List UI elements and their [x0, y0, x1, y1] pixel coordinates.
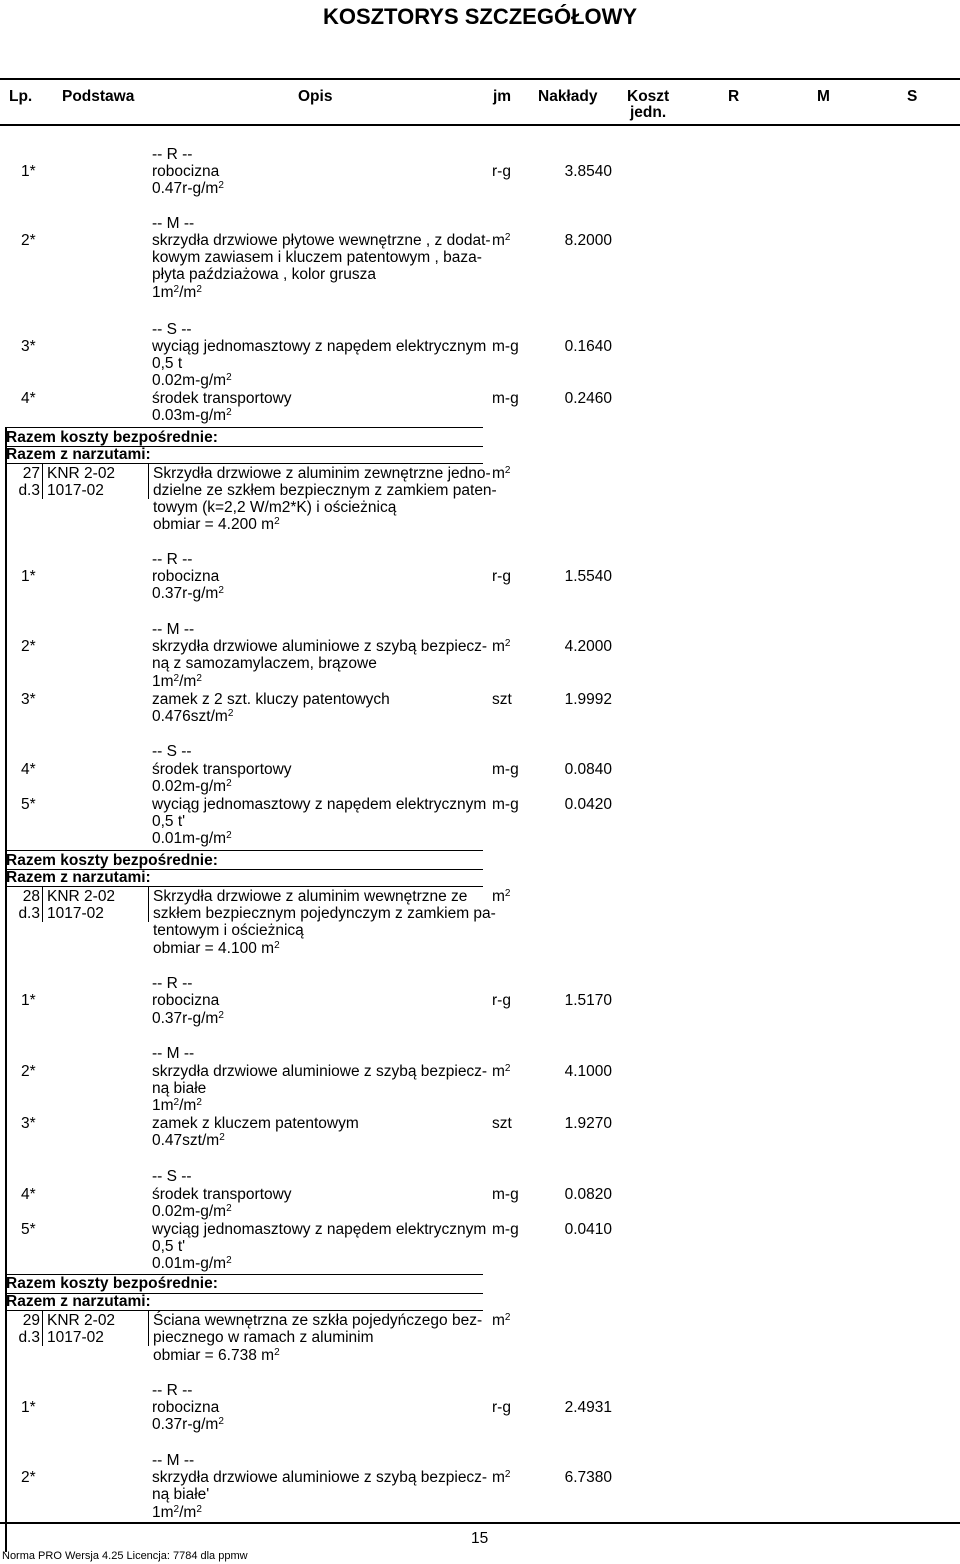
position-desc: Ściana wewnętrzna ze szkła pojedyńczego bez- — [153, 1312, 483, 1329]
total-label: Razem z narzutami: — [6, 869, 151, 886]
row-desc: środek transportowy — [152, 1186, 292, 1203]
section-r: -- R -- — [152, 146, 193, 163]
position-number: 27 — [22, 465, 40, 482]
position-chapter: d.3 — [18, 1329, 40, 1346]
separator — [5, 427, 483, 428]
row-desc: 0,5 t' — [152, 1238, 186, 1255]
section-s: -- S -- — [152, 321, 192, 338]
total-label: Razem z narzutami: — [6, 1293, 151, 1310]
position-basis: KNR 2-02 — [47, 465, 116, 482]
row-desc: kowym zawiasem i kluczem patentowym , baza- — [152, 249, 482, 266]
row-lp: 2* — [21, 638, 36, 655]
position-desc: szkłem bezpiecznym pojedynczym z zamkiem pa- — [153, 905, 496, 922]
row-lp: 3* — [21, 338, 36, 355]
row-value: 1.9270 — [564, 1115, 612, 1132]
col-header-m: M — [817, 88, 830, 105]
row-jm: $m^2$ — [492, 1469, 511, 1486]
position-chapter: d.3 — [18, 905, 40, 922]
row-norm: $0.01m-g/m^2$ — [152, 830, 232, 847]
row-norm: $0.03m-g/m^2$ — [152, 407, 232, 424]
subtotal-label: Razem koszty bezpośrednie: — [6, 1275, 218, 1292]
row-jm: $m^2$ — [492, 1063, 511, 1080]
section-r: -- R -- — [152, 1382, 193, 1399]
row-jm: r-g — [492, 992, 511, 1009]
row-jm: m-g — [492, 1221, 519, 1238]
row-lp: 1* — [21, 992, 36, 1009]
col-header-jm: jm — [493, 88, 512, 105]
row-desc: środek transportowy — [152, 761, 292, 778]
row-lp: 1* — [21, 568, 36, 585]
row-jm: m-g — [492, 338, 519, 355]
col-header-jedn: jedn. — [630, 104, 667, 121]
page-title: KOSZTORYS SZCZEGÓŁOWY — [322, 4, 638, 29]
section-m: -- M -- — [152, 621, 195, 638]
row-norm: $0.37r-g/m^2$ — [152, 1010, 224, 1027]
row-desc: wyciąg jednomasztowy z napędem elektrycznym — [152, 1221, 487, 1238]
row-value: 6.7380 — [564, 1469, 612, 1486]
row-desc: skrzydła drzwiowe aluminiowe z szybą bezpiecz- — [152, 1469, 488, 1486]
row-jm: r-g — [492, 1399, 511, 1416]
row-jm: m-g — [492, 761, 519, 778]
page-number: 15 — [471, 1530, 489, 1547]
section-r: -- R -- — [152, 975, 193, 992]
row-desc: 0,5 t' — [152, 813, 186, 830]
column-divider — [42, 886, 43, 922]
row-norm: $0.01m-g/m^2$ — [152, 1255, 232, 1272]
section-r: -- R -- — [152, 551, 193, 568]
row-norm: $0.02m-g/m^2$ — [152, 372, 232, 389]
row-desc: robocizna — [152, 568, 220, 585]
column-divider — [148, 1310, 149, 1346]
row-norm: $0.47r-g/m^2$ — [152, 180, 224, 197]
page-bottom-rule — [0, 1522, 960, 1524]
row-norm: $1m^2/m^2$ — [152, 1504, 202, 1521]
position-desc: towym (k=2,2 W/m2*K) i ościeżnicą — [153, 499, 397, 516]
row-lp: 3* — [21, 691, 36, 708]
position-basis: KNR 2-02 — [47, 1312, 116, 1329]
subtotal-label: Razem koszty bezpośrednie: — [6, 852, 218, 869]
row-lp: 1* — [21, 1399, 36, 1416]
column-divider — [42, 463, 43, 499]
row-value: 1.5540 — [564, 568, 612, 585]
subtotal-label: Razem koszty bezpośrednie: — [6, 429, 218, 446]
row-desc: ną białe' — [152, 1486, 210, 1503]
column-divider — [148, 463, 149, 499]
section-s: -- S -- — [152, 1168, 192, 1185]
row-lp: 5* — [21, 1221, 36, 1238]
position-basis: 1017-02 — [47, 905, 104, 922]
row-norm: $0.476szt/m^2$ — [152, 708, 234, 725]
position-jm: $m^2$ — [492, 888, 511, 905]
section-s: -- S -- — [152, 743, 192, 760]
row-norm: $1m^2/m^2$ — [152, 1097, 202, 1114]
row-value: 1.9992 — [564, 691, 612, 708]
col-header-opis: Opis — [298, 88, 333, 105]
position-quantity: obmiar = 4.100 $m^2$ — [153, 940, 280, 957]
row-norm: $1m^2/m^2$ — [152, 673, 202, 690]
row-value: 1.5170 — [564, 992, 612, 1009]
col-header-koszt: Koszt — [627, 88, 670, 105]
row-jm: $m^2$ — [492, 638, 511, 655]
col-header-naklady: Nakłady — [538, 88, 598, 105]
row-desc: robocizna — [152, 1399, 220, 1416]
row-desc: ną białe — [152, 1080, 207, 1097]
col-header-r: R — [728, 88, 740, 105]
position-desc: tentowym i ościeżnicą — [153, 922, 304, 939]
position-quantity: obmiar = 4.200 $m^2$ — [153, 516, 280, 533]
row-desc: zamek z 2 szt. kluczy patentowych — [152, 691, 390, 708]
row-norm: $0.37r-g/m^2$ — [152, 1416, 224, 1433]
separator — [5, 850, 483, 851]
row-norm: $0.02m-g/m^2$ — [152, 778, 232, 795]
position-desc: dzielne ze szkłem bezpiecznym z zamkiem paten- — [153, 482, 497, 499]
separator — [5, 1310, 483, 1311]
row-value: 0.0820 — [564, 1186, 612, 1203]
row-desc: skrzydła drzwiowe aluminiowe z szybą bezpiecz- — [152, 1063, 488, 1080]
header-bottom-rule — [0, 124, 960, 126]
row-desc: 0,5 t — [152, 355, 183, 372]
row-lp: 2* — [21, 232, 36, 249]
row-value: 0.0840 — [564, 761, 612, 778]
row-desc: ną z samozamylaczem, brązowe — [152, 655, 377, 672]
position-jm: $m^2$ — [492, 465, 511, 482]
row-value: 0.2460 — [564, 390, 612, 407]
row-desc: zamek z kluczem patentowym — [152, 1115, 359, 1132]
position-quantity: obmiar = 6.738 $m^2$ — [153, 1347, 280, 1364]
row-value: 8.2000 — [564, 232, 612, 249]
row-jm: r-g — [492, 568, 511, 585]
position-number: 29 — [22, 1312, 40, 1329]
row-jm: szt — [492, 691, 512, 708]
row-desc: wyciąg jednomasztowy z napędem elektrycznym — [152, 796, 487, 813]
footer-license: Norma PRO Wersja 4.25 Licencja: 7784 dla ppmw — [2, 1550, 248, 1562]
row-norm: $1m^2/m^2$ — [152, 284, 202, 301]
row-norm: $0.02m-g/m^2$ — [152, 1203, 232, 1220]
row-desc: robocizna — [152, 163, 220, 180]
header-top-rule — [0, 78, 960, 80]
position-desc: piecznego w ramach z aluminim — [153, 1329, 374, 1346]
row-value: 2.4931 — [564, 1399, 612, 1416]
separator — [5, 463, 483, 464]
position-desc: Skrzydła drzwiowe z aluminim zewnętrzne jedno- — [153, 465, 491, 482]
row-lp: 1* — [21, 163, 36, 180]
position-desc: Skrzydła drzwiowe z aluminim wewnętrzne ze — [153, 888, 468, 905]
col-header-s: S — [907, 88, 918, 105]
row-lp: 2* — [21, 1469, 36, 1486]
position-basis: 1017-02 — [47, 1329, 104, 1346]
row-desc: skrzydła drzwiowe płytowe wewnętrzne , z dodat- — [152, 232, 491, 249]
row-value: 4.2000 — [564, 638, 612, 655]
row-lp: 3* — [21, 1115, 36, 1132]
row-lp: 2* — [21, 1063, 36, 1080]
row-value: 3.8540 — [564, 163, 612, 180]
row-jm: $m^2$ — [492, 232, 511, 249]
column-divider — [148, 886, 149, 922]
row-desc: skrzydła drzwiowe aluminiowe z szybą bezpiecz- — [152, 638, 488, 655]
row-desc: wyciąg jednomasztowy z napędem elektrycznym — [152, 338, 487, 355]
row-lp: 5* — [21, 796, 36, 813]
row-norm: $0.47szt/m^2$ — [152, 1132, 225, 1149]
row-desc: robocizna — [152, 992, 220, 1009]
col-header-podstawa: Podstawa — [62, 88, 135, 105]
total-label: Razem z narzutami: — [6, 446, 151, 463]
section-m: -- M -- — [152, 215, 195, 232]
row-jm: m-g — [492, 390, 519, 407]
row-value: 0.0420 — [564, 796, 612, 813]
row-jm: r-g — [492, 163, 511, 180]
position-chapter: d.3 — [18, 482, 40, 499]
row-jm: m-g — [492, 796, 519, 813]
row-value: 4.1000 — [564, 1063, 612, 1080]
column-divider — [42, 1310, 43, 1346]
position-number: 28 — [22, 888, 40, 905]
row-norm: $0.37r-g/m^2$ — [152, 585, 224, 602]
section-m: -- M -- — [152, 1452, 195, 1469]
row-lp: 4* — [21, 761, 36, 778]
left-frame-line — [5, 428, 7, 1552]
row-jm: szt — [492, 1115, 512, 1132]
row-lp: 4* — [21, 1186, 36, 1203]
col-header-lp: Lp. — [9, 88, 33, 105]
row-desc: środek transportowy — [152, 390, 292, 407]
position-jm: $m^2$ — [492, 1312, 511, 1329]
row-desc: płyta paździażowa , kolor grusza — [152, 266, 377, 283]
section-m: -- M -- — [152, 1045, 195, 1062]
position-basis: KNR 2-02 — [47, 888, 116, 905]
row-value: 0.1640 — [564, 338, 612, 355]
row-jm: m-g — [492, 1186, 519, 1203]
row-lp: 4* — [21, 390, 36, 407]
position-basis: 1017-02 — [47, 482, 104, 499]
separator — [5, 886, 483, 887]
row-value: 0.0410 — [564, 1221, 612, 1238]
